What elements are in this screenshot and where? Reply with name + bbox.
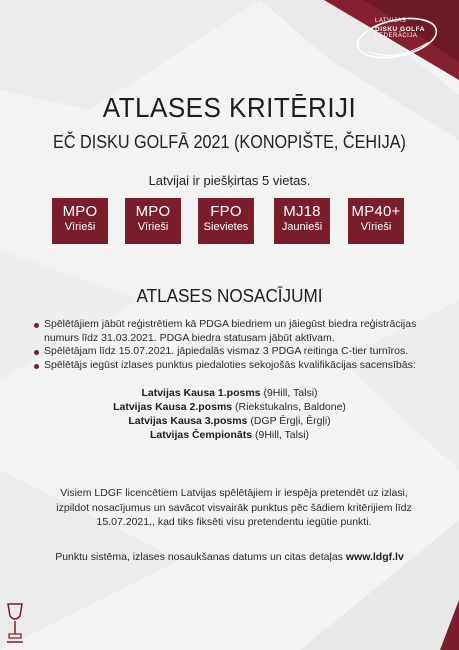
category-code: MPO <box>135 203 171 220</box>
stage-line <box>0 386 459 400</box>
condition-item: Spēlētājs iegūst izlases punktus piedaloties sekojošās kvalifikācijas sacensībās: <box>34 359 444 373</box>
footer-note <box>0 551 459 563</box>
stage-place: (9Hill, Talsi) <box>263 387 318 399</box>
category-box <box>348 198 404 244</box>
category-code: MPO <box>62 203 98 220</box>
intro-text: Latvijai ir piešķirtas 5 vietas. <box>148 173 311 188</box>
category-box <box>198 198 254 244</box>
stage-place: (Riekstukalns, Baldone) <box>235 401 346 413</box>
logo-line-1: LATVIJAS <box>375 18 407 24</box>
stage-name: Latvijas Kausa 1.posms <box>141 387 261 399</box>
stage-place: (9Hill, Talsi) <box>254 429 310 441</box>
category-code: FPO <box>210 203 242 220</box>
trophy-icon <box>6 602 24 644</box>
category-label: Vīrieši <box>137 221 169 233</box>
condition-item: Spēlētājiem jābūt reģistrētiem kā PDGA biedriem un jāiegūst biedra reģistrācijas numurs līdz 31.03.2021. PDGA biedra statusam jābūt aktīvam. <box>34 318 444 345</box>
category-label: Jaunieši <box>281 221 323 233</box>
category-box <box>125 198 181 244</box>
condition-item: Spēlētājam līdz 15.07.2021. jāpiedalās vismaz 3 PDGA reitinga C-tier turnīros. <box>34 345 444 359</box>
logo-line-2: DISKU GOLFA <box>375 25 425 33</box>
stage-name: Latvijas Kausa 3.posms <box>128 415 248 427</box>
stage-line <box>0 428 459 442</box>
category-code: MJ18 <box>283 203 321 220</box>
category-box <box>274 198 330 244</box>
stage-name: Latvijas Čempionāts <box>149 429 253 441</box>
category-box <box>52 198 108 244</box>
website-link[interactable]: www.ldgf.lv <box>345 551 404 563</box>
category-boxes <box>52 198 412 246</box>
stage-line <box>0 414 459 428</box>
qualification-stages <box>0 386 459 442</box>
category-label: Sievietes <box>203 221 249 233</box>
category-label: Vīrieši <box>360 221 392 233</box>
eligibility-paragraph: Visiem LDGF licencētiem Latvijas spēlētājiem ir iespēja pretendēt uz izlasi, izpildot nosacījumus un savācot visvairāk punktus pēc šādiem kritērijiem līdz 15.07.2021., kad tiks fiksēti visu pretendentu iegūtie punkti. <box>56 487 412 528</box>
footer-text: Punktu sistēma, izlases nosaukšanas datums un citas detaļas <box>55 551 343 563</box>
logo-line-3: FEDERĀCIJA <box>375 33 418 39</box>
conditions-heading: ATLASES NOSACĪJUMI <box>136 286 323 306</box>
category-label: Vīrieši <box>64 221 96 233</box>
category-code: MP40+ <box>351 203 401 220</box>
page-subtitle: EČ DISKU GOLFĀ 2021 (KONOPIŠTE, ČEHIJA) <box>53 132 406 152</box>
stage-line <box>0 400 459 414</box>
stage-place: (DGP Ērgļi, Ērgļi) <box>250 415 331 427</box>
conditions-list <box>34 318 444 372</box>
ldgf-logo-text <box>375 18 441 41</box>
page-title: ATLASES KRITĒRIJI <box>102 92 357 123</box>
stage-name: Latvijas Kausa 2.posms <box>113 401 233 413</box>
